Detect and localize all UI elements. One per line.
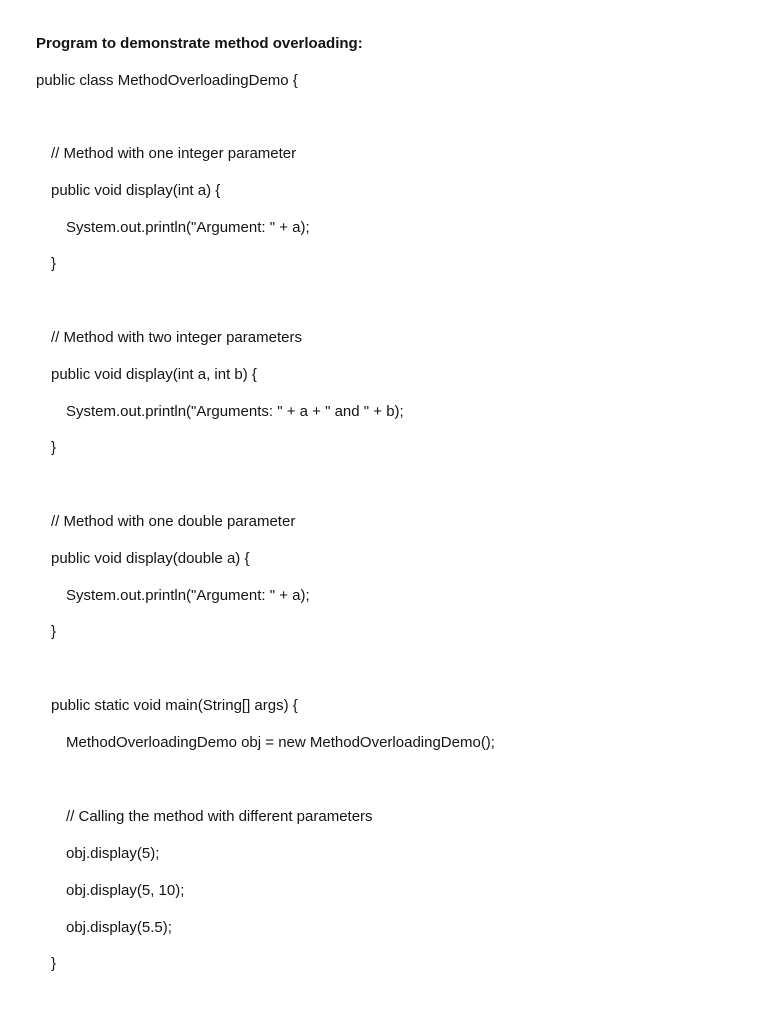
code-line-method-signature: public void display(int a) { [51, 182, 221, 199]
code-line-statement: obj.display(5, 10); [66, 882, 185, 899]
code-line-statement: System.out.println("Arguments: " + a + " and " + b); [66, 403, 404, 420]
code-line-method-signature: public void display(double a) { [51, 550, 250, 567]
code-line-main-signature: public static void main(String[] args) { [51, 697, 298, 714]
code-line-statement: obj.display(5); [66, 845, 160, 862]
code-line-closing-brace: } [51, 955, 57, 972]
code-line-statement: System.out.println("Argument: " + a); [66, 587, 310, 604]
code-line-closing-brace: } [51, 623, 57, 640]
code-line-method-signature: public void display(int a, int b) { [51, 366, 257, 383]
code-line-statement: obj.display(5.5); [66, 919, 172, 936]
code-line-closing-brace: } [51, 255, 57, 272]
code-line-comment: // Method with one integer parameter [51, 145, 297, 162]
code-line-statement: MethodOverloadingDemo obj = new MethodOverloadingDemo(); [66, 734, 495, 751]
code-line-class-declaration: public class MethodOverloadingDemo { [36, 72, 298, 89]
code-line-statement: System.out.println("Argument: " + a); [66, 219, 310, 236]
code-line-comment: // Method with two integer parameters [51, 329, 302, 346]
code-line-comment: // Method with one double parameter [51, 513, 296, 530]
document-heading: Program to demonstrate method overloading: [36, 35, 363, 52]
code-line-closing-brace: } [51, 439, 57, 456]
code-line-comment: // Calling the method with different parameters [66, 808, 373, 825]
